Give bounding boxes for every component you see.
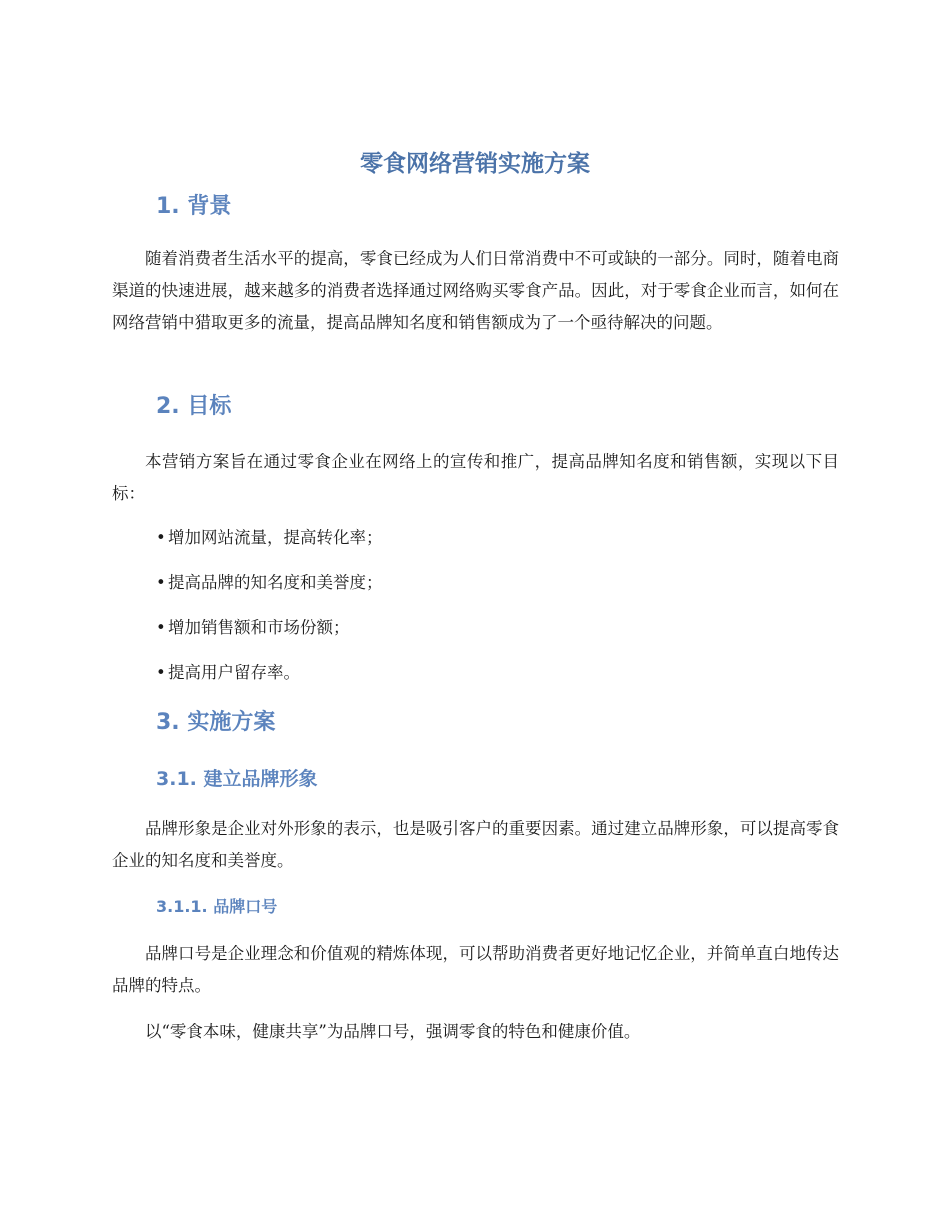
list-item [156, 614, 350, 642]
bullet-icon: • [156, 618, 166, 637]
subsubsection-heading-brand-slogan: 3.1.1. 品牌口号 [156, 897, 278, 916]
list-item-text: 提高用户留存率。 [168, 663, 300, 682]
bullet-icon: • [156, 573, 166, 592]
section-heading-implementation: 3. 实施方案 [156, 710, 276, 735]
list-item [156, 569, 383, 597]
list-item-text: 增加销售额和市场份额； [168, 618, 350, 637]
section-paragraph-goals: 本营销方案旨在通过零食企业在网络上的宣传和推广，提高品牌知名度和销售额，实现以下目标： [112, 452, 839, 503]
list-item-text: 提高品牌的知名度和美誉度； [168, 573, 383, 592]
list-item [156, 524, 383, 552]
section-heading-background: 1. 背景 [156, 194, 232, 219]
subsection-paragraph-brand-image: 品牌形象是企业对外形象的表示，也是吸引客户的重要因素。通过建立品牌形象，可以提高零食企业的知名度和美誉度。 [112, 819, 839, 870]
document-title: 零食网络营销实施方案 [360, 151, 590, 177]
bullet-icon: • [156, 528, 166, 547]
list-item [156, 659, 300, 687]
section-heading-goals: 2. 目标 [156, 394, 232, 419]
section-paragraph-background: 随着消费者生活水平的提高，零食已经成为人们日常消费中不可或缺的一部分。同时，随着电商渠道的快速进展，越来越多的消费者选择通过网络购买零食产品。因此，对于零食企业而言，如何在网络营销中猎取更多的流量，提高品牌知名度和销售额成为了一个亟待解决的问题。 [112, 249, 839, 332]
subsubsection-paragraph-slogan: 以“零食本味，健康共享”为品牌口号，强调零食的特色和健康价值。 [145, 1022, 641, 1041]
subsubsection-paragraph-slogan-intro: 品牌口号是企业理念和价值观的精炼体现，可以帮助消费者更好地记忆企业，并简单直白地传达品牌的特点。 [112, 944, 839, 995]
list-item-text: 增加网站流量，提高转化率； [168, 528, 383, 547]
subsection-heading-brand-image: 3.1. 建立品牌形象 [156, 768, 318, 790]
bullet-icon: • [156, 663, 166, 682]
